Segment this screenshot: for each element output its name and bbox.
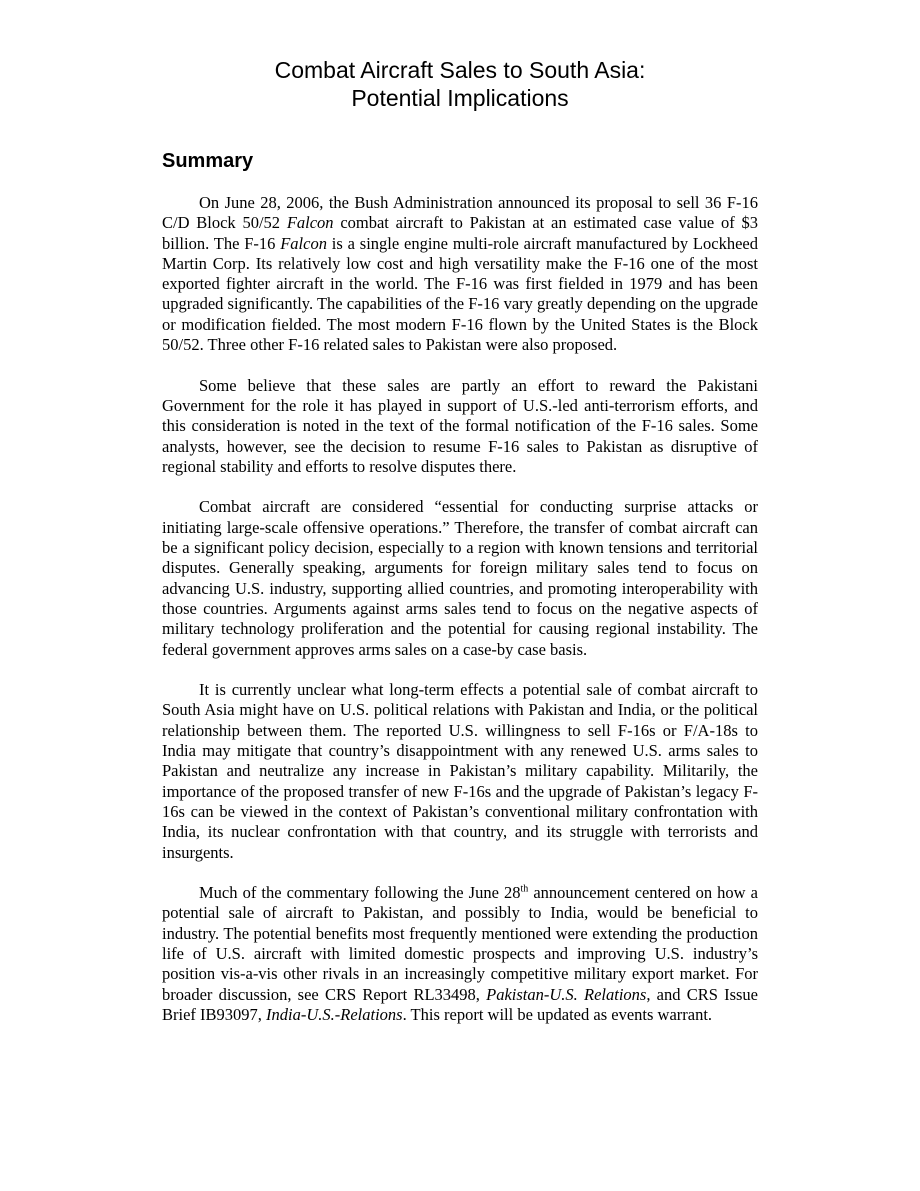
- paragraph-5: [162, 883, 758, 1025]
- italic-text: Pakistan-U.S. Relations: [486, 984, 647, 1004]
- summary-heading: Summary: [162, 150, 254, 172]
- superscript: th: [520, 883, 529, 895]
- paragraph-3: Combat aircraft are considered “essential for conducting surprise attacks or initiating large-scale offensive operations.” Therefore, the transfer of combat aircraft can be a significant policy decision, especially to a region with known tensions and territorial disputes. Generally speaking, arguments for foreign military sales tend to focus on advancing U.S. industry, supporting allied countries, and promoting interoperability with those countries. Arguments against arms sales tend to focus on the negative aspects of military technology proliferation and the potential for causing regional instability. The federal government approves arms sales on a case-by case basis.: [162, 497, 758, 659]
- text-run: is a single engine multi-role aircraft manufactured by Lockheed Martin Corp. Its relatively low cost and high versatility make the F-16 one of the most exported fighter aircraft in the world. The F-16 was first fielded in 1979 and has been upgraded significantly. The capabilities of the F-16 vary greatly depending on the upgrade or modification fielded. The most modern F-16 flown by the United States is the Block 50/52. Three other F-16 related sales to Pakistan were also proposed.: [162, 233, 758, 355]
- title-line-2: Potential Implications: [351, 85, 569, 111]
- summary-body: [162, 193, 758, 1025]
- italic-text: Falcon: [286, 213, 334, 233]
- text-run: On June 28, 2006, the Bush Administration announced its proposal to sell 36 F-16 C/D Block 50/52: [162, 193, 758, 233]
- text-run: combat aircraft to Pakistan at an estimated case value of $3 billion. The F-16: [162, 213, 758, 253]
- paragraph-4: It is currently unclear what long-term effects a potential sale of combat aircraft to South Asia might have on U.S. political relations with Pakistan and India, or the political relationship between them. The reported U.S. willingness to sell F-16s or F/A-18s to India may mitigate that country’s disappointment with any renewed U.S. arms sales to Pakistan and neutralize any increase in Pakistan’s military capability. Militarily, the importance of the proposed transfer of new F-16s and the upgrade of Pakistan’s legacy F-16s can be viewed in the context of Pakistan’s conventional military confrontation with India, its nuclear confrontation with that country, and its struggle with terrorists and insurgents.: [162, 680, 758, 862]
- italic-text: India-U.S.-Relations: [266, 1004, 403, 1024]
- page-title: [160, 56, 760, 112]
- text-run: announcement centered on how a potential sale of aircraft to Pakistan, and possibly to India, would be beneficial to industry. The potential benefits most frequently mentioned were extending the production life of U.S. aircraft with limited domestic prospects and improving U.S. industry’s position vis-a-vis other rivals in an increasingly competitive military export market. For broader discussion, see CRS Report RL33498,: [162, 883, 759, 1004]
- text-run: Much of the commentary following the June 28: [199, 883, 521, 903]
- italic-text: Falcon: [280, 233, 327, 253]
- paragraph-2: Some believe that these sales are partly an effort to reward the Pakistani Government for the role it has played in support of U.S.-led anti-terrorism efforts, and this consideration is noted in the text of the formal notification of the F-16 sales. Some analysts, however, see the decision to resume F-16 sales to Pakistan as disruptive of regional stability and efforts to resolve disputes there.: [162, 375, 758, 476]
- paragraph-1: [162, 193, 758, 355]
- title-line-1: Combat Aircraft Sales to South Asia:: [274, 57, 646, 83]
- text-run: , and CRS Issue Brief IB93097,: [162, 984, 758, 1024]
- text-run: . This report will be updated as events warrant.: [402, 1004, 713, 1024]
